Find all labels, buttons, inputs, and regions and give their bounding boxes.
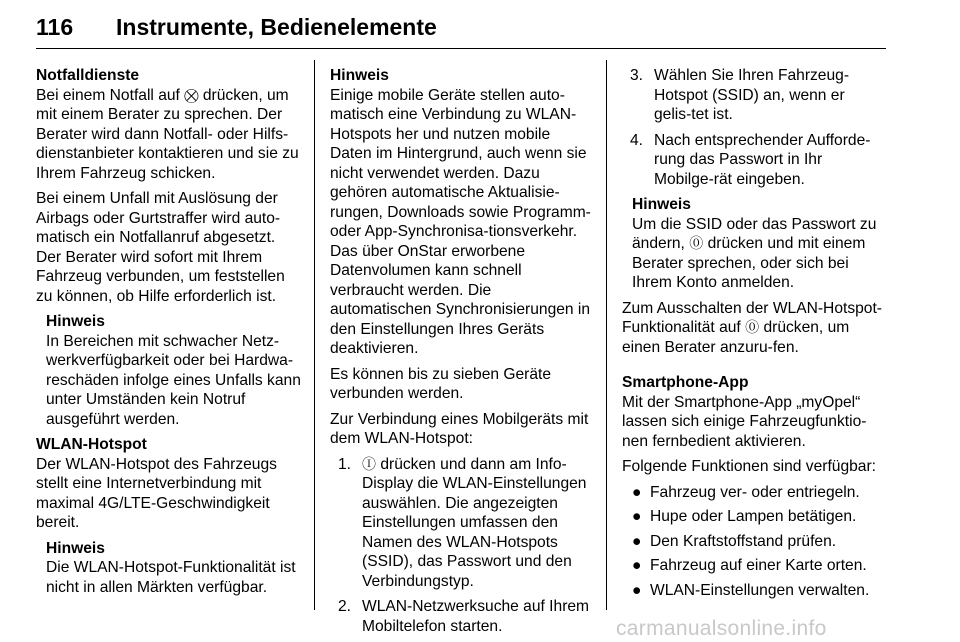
list-item: 4. Nach entsprechender Aufforde-rung das Passwort in Ihr Mobilge-rät eingeben. xyxy=(630,131,871,188)
onstar-button-icon: ⓪ xyxy=(745,319,760,335)
list-item: ● Fahrzeug ver- oder entriegeln. xyxy=(632,483,860,501)
column-divider-1 xyxy=(314,60,315,610)
page-header xyxy=(36,10,886,50)
paragraph: Zur Verbindung eines Mobilgeräts mit dem WLAN-Hotspot: xyxy=(330,410,589,447)
onstar-button-icon: ⓪ xyxy=(689,235,704,251)
column-2 xyxy=(330,66,596,642)
list-item: ● Hupe oder Lampen betätigen. xyxy=(632,508,857,525)
list-item: ● Fahrzeug auf einer Karte orten. xyxy=(632,557,867,574)
list-item: ● Den Kraftstoffstand prüfen. xyxy=(632,532,837,550)
info-button-icon: Ⓘ xyxy=(362,455,376,472)
paragraph: Es können bis zu sieben Geräte verbunden werden. xyxy=(330,365,552,402)
note-title: Hinweis xyxy=(632,196,691,213)
list-item: 3. Wählen Sie Ihren Fahrzeug-Hotspot (SSID) an, wenn er gelis-tet ist. xyxy=(630,67,850,123)
bullet-icon: ● xyxy=(632,508,642,525)
note-box xyxy=(46,312,302,429)
paragraph: Der WLAN-Hotspot des Fahrzeugs stellt eine Internetverbindung mit maximal 4G/LTE-Geschwindigkeit bereit. xyxy=(36,455,277,531)
bullet-icon: ● xyxy=(632,557,642,574)
header-rule xyxy=(36,48,886,49)
note-title: Hinweis xyxy=(46,313,105,330)
section-heading-wlan-hotspot: WLAN-Hotspot xyxy=(36,436,147,453)
bullet-icon: ● xyxy=(632,532,642,550)
bullet-icon: ● xyxy=(632,581,642,599)
note-text: In Bereichen mit schwacher Netz-werkverfügbarkeit oder bei Hardwa-reschäden infolge eines Unfalls kann unter Umständen kein Notruf ausgeführt werden. xyxy=(46,332,301,428)
list-item: 1. Ⓘ drücken und dann am Info-Display die WLAN-Einstellungen auswählen. Die angezeigten Einstellungen umfassen den Namen des WLAN-Hotspots (SSID), das Passwort und den Verbindungstyp. xyxy=(338,455,587,590)
note-box xyxy=(632,195,886,293)
column-3 xyxy=(622,66,886,605)
page-title: Instrumente, Bedienelemente xyxy=(116,14,437,40)
emergency-button-icon: ⛒ xyxy=(184,86,199,103)
note-text: Die WLAN-Hotspot-Funktionalität ist nicht in allen Märkten verfügbar. xyxy=(46,559,296,596)
note-title: Hinweis xyxy=(46,539,105,557)
paragraph: Mit der Smartphone-App „myOpel“ lassen sich einige Fahrzeugfunktio-nen fernbedient aktivieren. xyxy=(622,393,867,450)
watermark: carmanualsonline.info xyxy=(616,617,827,640)
note-box xyxy=(46,539,302,598)
note-text: Einige mobile Geräte stellen auto-matisch eine Verbindung zu WLAN-Hotspots her und nutzen mobile Daten im Hintergrund, auch wenn sie nicht verwendet werden. Dazu gehören automatische Aktualisie-rungen, Downloads sowie Programm- oder App-Synchronisa-tionsverkehr. Das über OnStar erworbene Datenvolumen kann schnell verbraucht werden. Die automatischen Synchronisierungen in den Einstellungen Ihres Geräts deaktivieren. xyxy=(330,86,591,357)
bullet-list xyxy=(622,483,886,601)
paragraph: Bei einem Unfall mit Auslösung der Airbags oder Gurtstraffer wird auto-matisch ein Notfallanruf abgesetzt. Der Berater wird sofort mit Ihrem Fahrzeug verbunden, um feststellen zu können, ob Hilfe erforderlich ist. xyxy=(36,190,285,305)
paragraph: Folgende Funktionen sind verfügbar: xyxy=(622,458,876,475)
note-title: Hinweis xyxy=(330,67,389,84)
steps-list xyxy=(330,455,596,637)
list-item: 2. WLAN-Netzwerksuche auf Ihrem Mobiltelefon starten. xyxy=(338,598,590,635)
bullet-icon: ● xyxy=(632,483,642,501)
steps-list xyxy=(622,66,886,189)
note-text: Um die SSID oder das Passwort zu ändern, ⓪ drücken und mit einem Berater sprechen, oder sich bei Ihrem Konto anmelden. xyxy=(632,215,877,291)
paragraph: Bei einem Notfall auf ⛒ drücken, um mit einem Berater zu sprechen. Der Berater wird dann Notfall- oder Hilfs-dienstanbieter kontaktieren und sie zu Ihrem Fahrzeug schicken. xyxy=(36,86,299,182)
column-divider-2 xyxy=(606,60,607,610)
section-heading-smartphone-app: Smartphone-App xyxy=(622,374,749,391)
page-number: 116 xyxy=(36,14,74,40)
list-item: ● WLAN-Einstellungen verwalten. xyxy=(632,581,870,599)
section-heading-notfalldienste: Notfalldienste xyxy=(36,67,140,84)
paragraph: Zum Ausschalten der WLAN-Hotspot-Funktionalität auf ⓪ drücken, um einen Berater anzuru-fen. xyxy=(622,299,882,356)
column-1 xyxy=(36,66,302,603)
